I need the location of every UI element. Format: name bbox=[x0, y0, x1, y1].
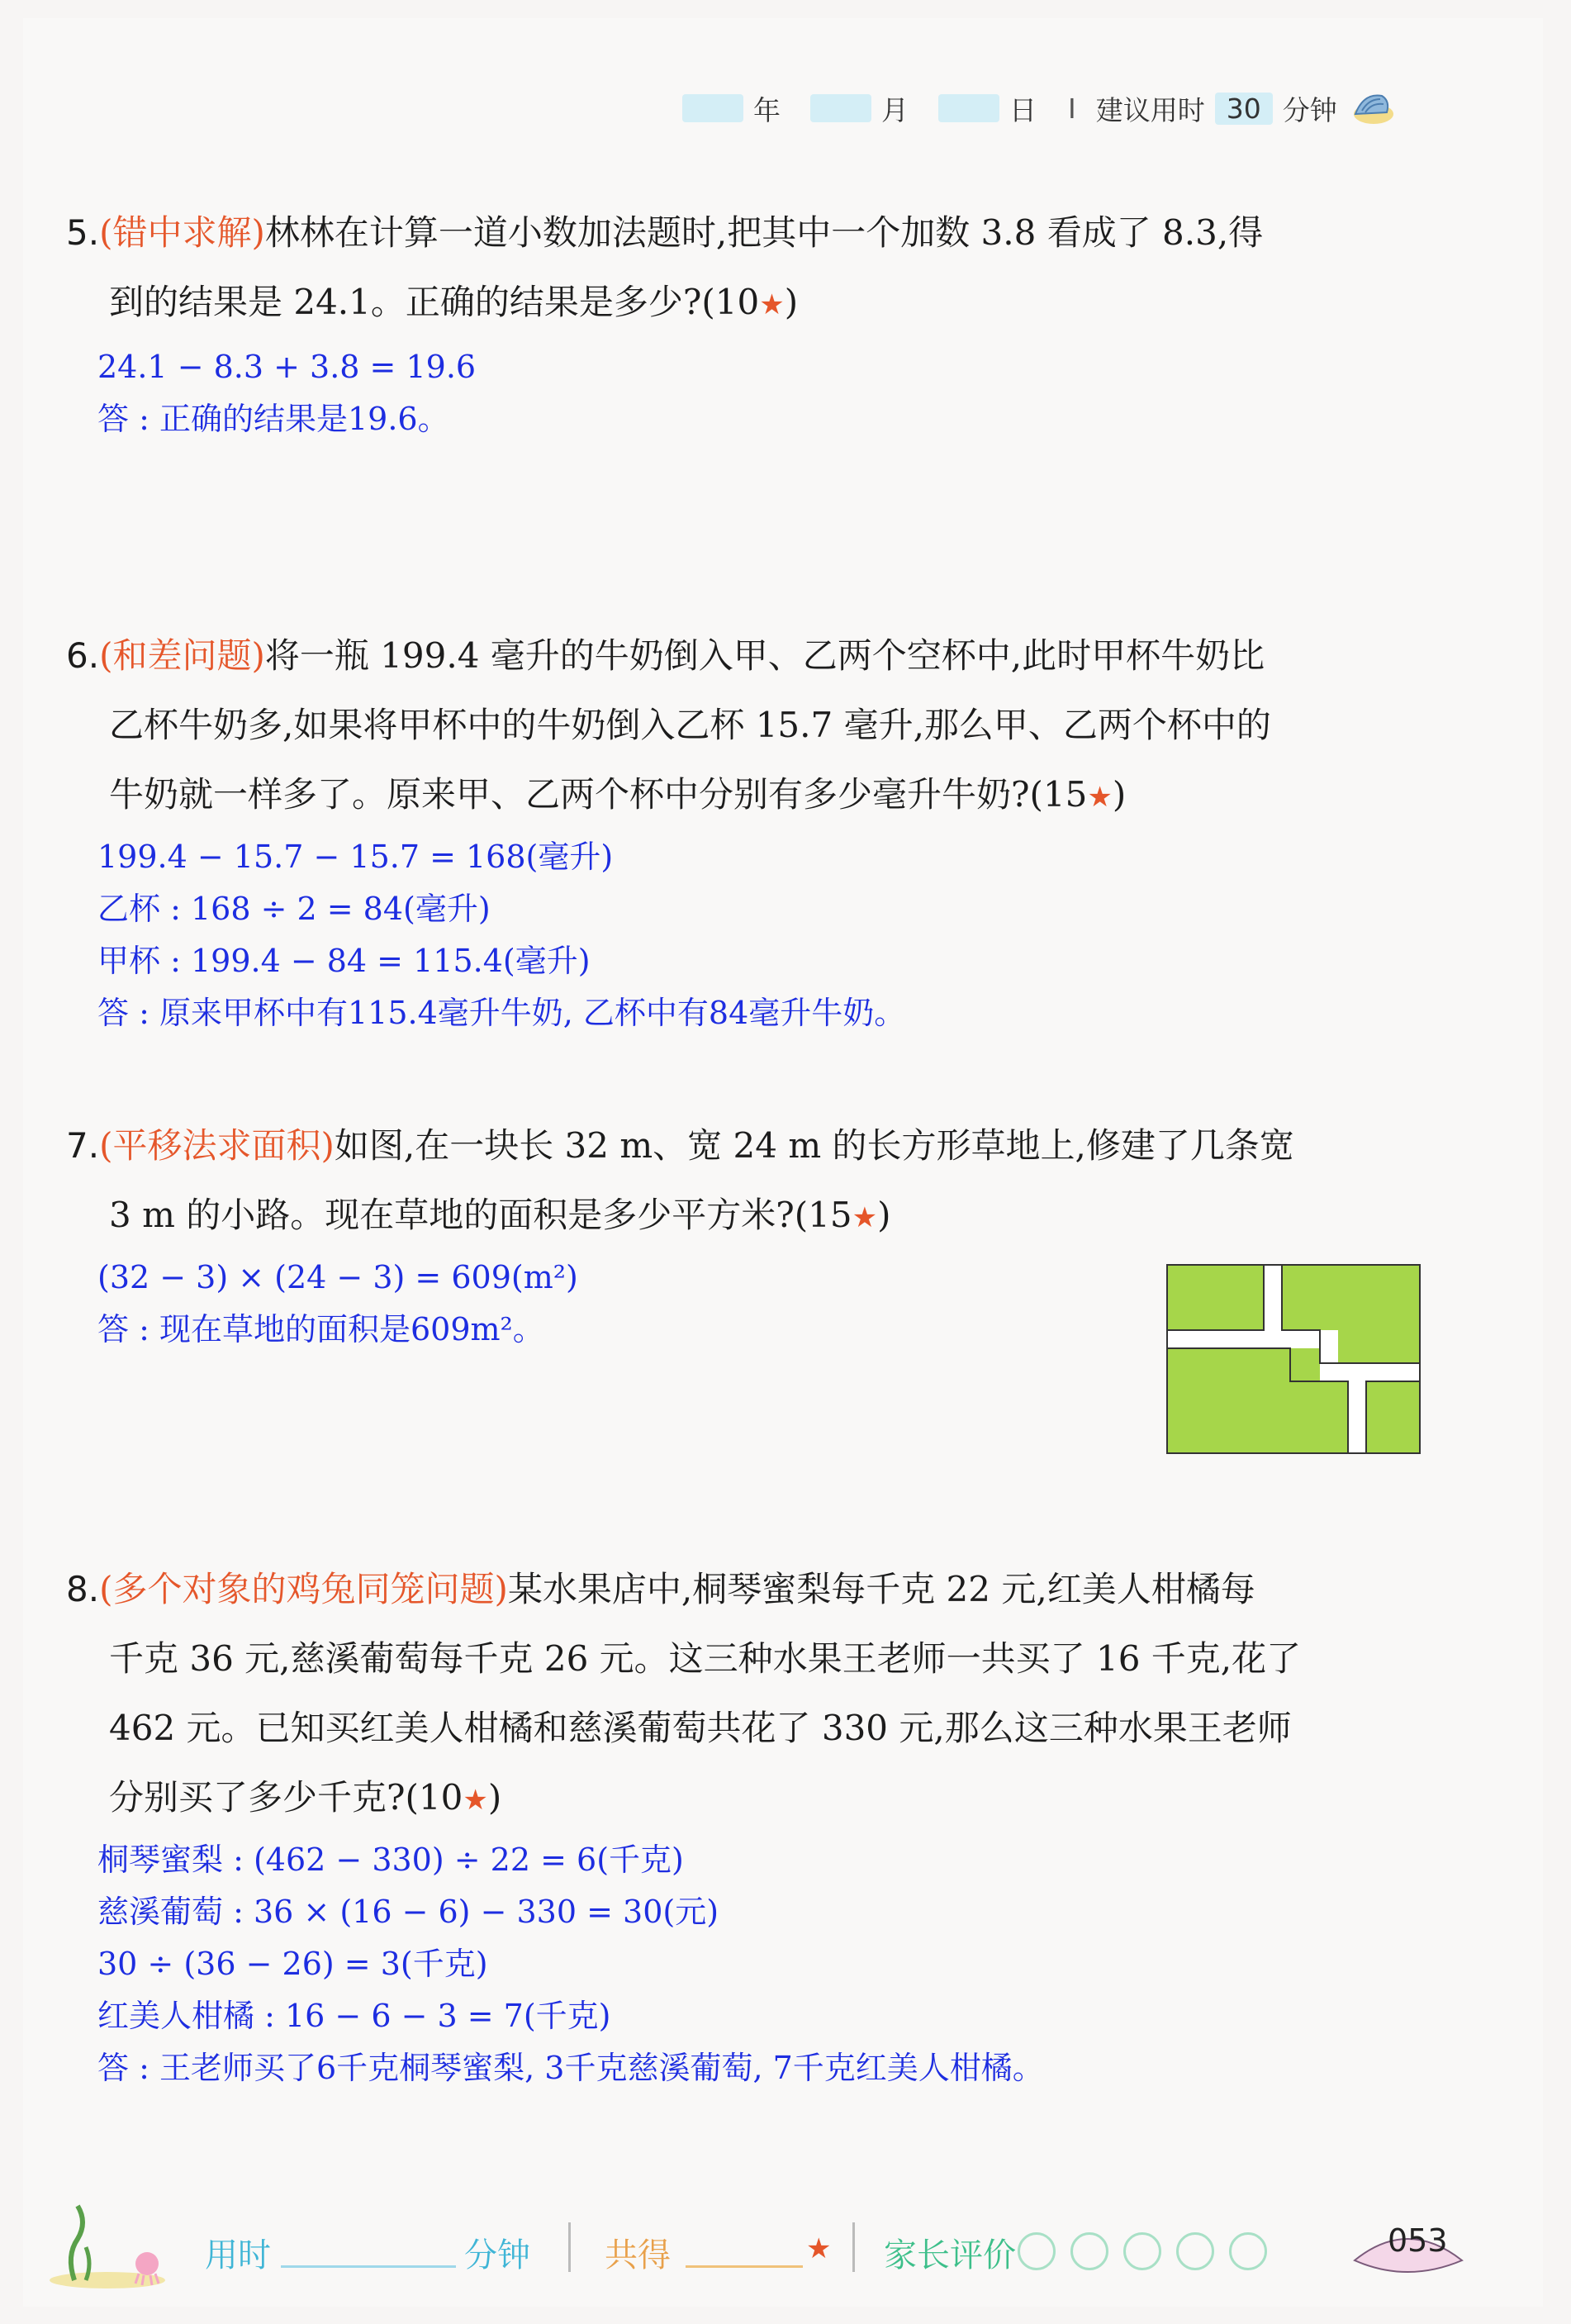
problem-text: 某水果店中,桐琴蜜梨每千克 22 元,红美人柑橘每 bbox=[507, 1569, 1255, 1609]
answer-8 bbox=[97, 1834, 1044, 2094]
problem-text: 千克 36 元,慈溪葡萄每千克 26 元。这三种水果王老师一共买了 16 千克,花了 bbox=[109, 1638, 1302, 1679]
footer-time-label: 用时 bbox=[205, 2236, 271, 2274]
problem-tag: (错中求解) bbox=[99, 212, 265, 253]
answer-5 bbox=[97, 341, 476, 445]
smiley-face-icon[interactable] bbox=[1123, 2232, 1161, 2270]
footer-divider bbox=[852, 2222, 855, 2272]
year-blank[interactable] bbox=[682, 94, 743, 122]
day-label: 日 bbox=[1009, 93, 1037, 126]
problem-tag: (和差问题) bbox=[99, 635, 265, 676]
footer-divider bbox=[568, 2222, 571, 2272]
suggest-time-label: 建议用时 bbox=[1095, 93, 1205, 126]
total-blank[interactable] bbox=[686, 2265, 803, 2268]
answer-line: 桐琴蜜梨 : (462 − 330) ÷ 22 = 6(千克) bbox=[97, 1842, 684, 1878]
problem-text: 到的结果是 24.1。正确的结果是多少?(10 bbox=[109, 282, 760, 322]
problem-text: 林林在计算一道小数加法题时,把其中一个加数 3.8 看成了 8.3,得 bbox=[264, 212, 1264, 253]
problem-7 bbox=[66, 1111, 1429, 1252]
page-footer bbox=[50, 2214, 1520, 2288]
problem-number: 5. bbox=[66, 212, 100, 253]
footer-parent-label: 家长评价 bbox=[884, 2236, 1016, 2274]
answer-7 bbox=[97, 1252, 578, 1356]
answer-line: 红美人柑橘 : 16 − 6 − 3 = 7(千克) bbox=[97, 1998, 611, 2034]
answer-line: 甲杯 : 199.4 − 84 = 115.4(毫升) bbox=[97, 943, 591, 979]
month-blank[interactable] bbox=[810, 94, 871, 122]
seashell-icon bbox=[1346, 89, 1395, 127]
score-close: ) bbox=[877, 1195, 891, 1235]
smiley-face-icon[interactable] bbox=[1229, 2232, 1267, 2270]
answer-line: 199.4 − 15.7 − 15.7 = 168(毫升) bbox=[97, 839, 614, 875]
answer-line: 答 : 正确的结果是19.6。 bbox=[97, 401, 449, 437]
problem-text: 如图,在一块长 32 m、宽 24 m 的长方形草地上,修建了几条宽 bbox=[334, 1125, 1294, 1166]
header-separator: I bbox=[1068, 92, 1076, 125]
star-icon: ★ bbox=[852, 1201, 878, 1234]
answer-line: 24.1 − 8.3 + 3.8 = 19.6 bbox=[97, 349, 477, 385]
minute-label: 分钟 bbox=[1282, 93, 1337, 126]
score-close: ) bbox=[1112, 774, 1127, 815]
answer-line: 慈溪葡萄 : 36 × (16 − 6) − 330 = 30(元) bbox=[97, 1894, 719, 1930]
answer-line: (32 − 3) × (24 − 3) = 609(m²) bbox=[97, 1259, 578, 1295]
time-blank[interactable] bbox=[281, 2265, 456, 2268]
page-header bbox=[677, 88, 1395, 129]
score-close: ) bbox=[784, 282, 799, 322]
answer-line: 30 ÷ (36 − 26) = 3(千克) bbox=[97, 1946, 488, 1982]
problem-tag: (平移法求面积) bbox=[99, 1125, 335, 1166]
year-label: 年 bbox=[753, 93, 781, 126]
page-number: 053 bbox=[1388, 2222, 1448, 2259]
problem-6 bbox=[66, 621, 1429, 832]
month-label: 月 bbox=[881, 93, 909, 126]
smiley-face-icon[interactable] bbox=[1176, 2232, 1214, 2270]
problem-number: 8. bbox=[66, 1569, 100, 1609]
star-icon: ★ bbox=[1087, 781, 1113, 814]
problem-5 bbox=[66, 198, 1429, 340]
day-blank[interactable] bbox=[938, 94, 999, 122]
footer-total-label: 共得 bbox=[605, 2236, 671, 2274]
smiley-face-icon[interactable] bbox=[1018, 2232, 1056, 2270]
problem-text: 牛奶就一样多了。原来甲、乙两个杯中分别有多少毫升牛奶?(15 bbox=[109, 774, 1088, 815]
problem-number: 7. bbox=[66, 1125, 100, 1166]
problem-number: 6. bbox=[66, 635, 100, 676]
star-icon: ★ bbox=[806, 2232, 832, 2265]
problem-tag: (多个对象的鸡兔同笼问题) bbox=[99, 1569, 508, 1609]
footer-minute-label: 分钟 bbox=[464, 2236, 530, 2274]
seaweed-decoration-icon bbox=[50, 2198, 173, 2288]
answer-line: 乙杯 : 168 ÷ 2 = 84(毫升) bbox=[97, 891, 491, 927]
answer-line: 答 : 现在草地的面积是609m²。 bbox=[97, 1311, 544, 1347]
answer-line: 答 : 原来甲杯中有115.4毫升牛奶, 乙杯中有84毫升牛奶。 bbox=[97, 995, 906, 1031]
answer-6 bbox=[97, 831, 905, 1039]
problem-8 bbox=[66, 1555, 1429, 1835]
grass-figure bbox=[1166, 1264, 1422, 1456]
answer-line: 答 : 王老师买了6千克桐琴蜜梨, 3千克慈溪葡萄, 7千克红美人柑橘。 bbox=[97, 2050, 1044, 2086]
suggest-minutes: 30 bbox=[1215, 93, 1273, 125]
problem-text: 462 元。已知买红美人柑橘和慈溪葡萄共花了 330 元,那么这三种水果王老师 bbox=[109, 1708, 1292, 1748]
star-icon: ★ bbox=[463, 1784, 488, 1817]
smiley-face-icon[interactable] bbox=[1070, 2232, 1108, 2270]
star-icon: ★ bbox=[759, 288, 785, 321]
problem-text: 3 m 的小路。现在草地的面积是多少平方米?(15 bbox=[109, 1195, 852, 1235]
problem-text: 分别买了多少千克?(10 bbox=[109, 1777, 463, 1818]
problem-text: 乙杯牛奶多,如果将甲杯中的牛奶倒入乙杯 15.7 毫升,那么甲、乙两个杯中的 bbox=[109, 705, 1271, 745]
problem-text: 将一瓶 199.4 毫升的牛奶倒入甲、乙两个空杯中,此时甲杯牛奶比 bbox=[264, 635, 1265, 676]
score-close: ) bbox=[487, 1777, 502, 1818]
